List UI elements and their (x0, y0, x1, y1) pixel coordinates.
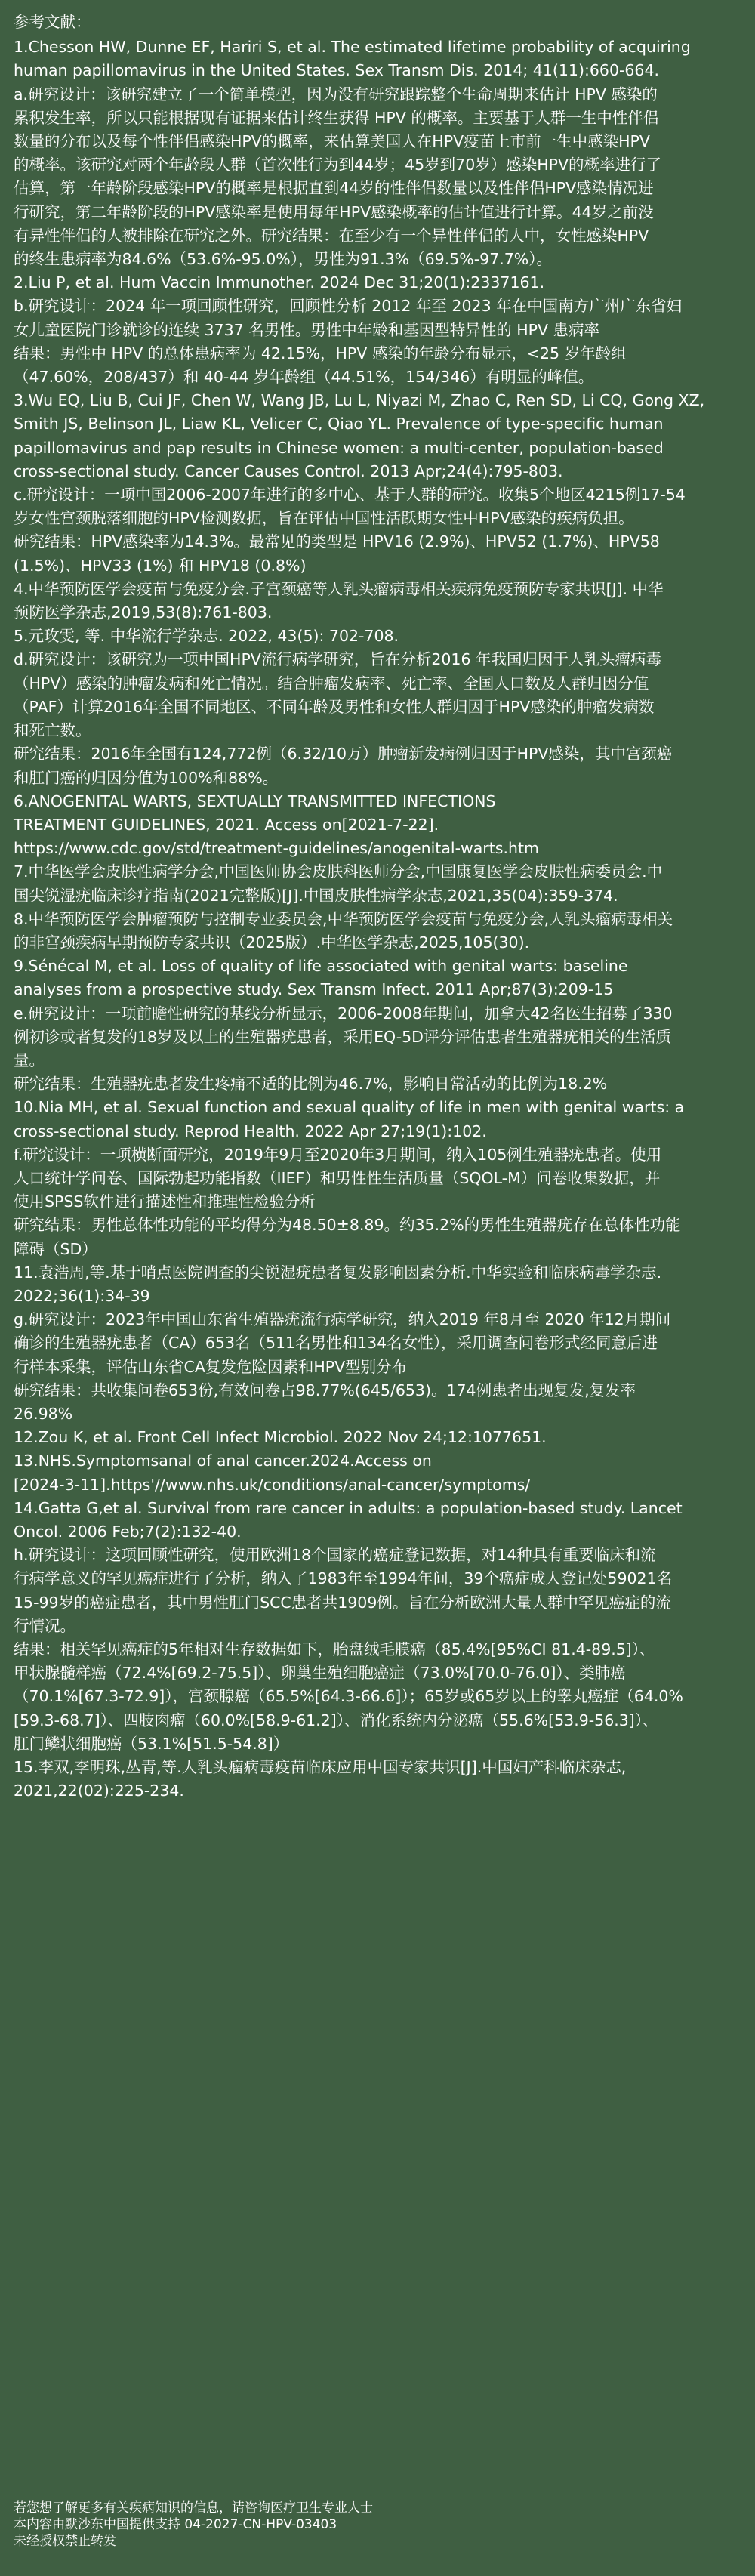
reference-line: 研究结果：男性总体性功能的平均得分为48.50±8.89。约35.2%的男性生殖器疣存在总体性功能 (14, 1216, 681, 1235)
reference-line: 数量的分布以及每个性伴侣感染HPV的概率，来估算美国人在HPV疫苗上市前一生中感染HPV (14, 132, 650, 151)
reference-line: c.研究设计：一项中国2006-2007年进行的多中心、基于人群的研究。收集5个地区4215例17-54 (14, 486, 686, 504)
reference-line: 2022;36(1):34-39 (14, 1286, 150, 1305)
reference-line: 的概率。该研究对两个年龄段人群（首次性行为到44岁；45岁到70岁）感染HPV的概率进行了 (14, 156, 662, 174)
reference-line: Oncol. 2006 Feb;7(2):132-40. (14, 1522, 242, 1541)
reference-line: d.研究设计：该研究为一项中国HPV流行病学研究，旨在分析2016 年我国归因于人乳头瘤病毒 (14, 650, 662, 669)
reference-line: cross-sectional study. Reprod Health. 2022 Apr 27;19(1):102. (14, 1121, 487, 1140)
reference-line: （PAF）计算2016年全国不同地区、不同年龄及男性和女性人群归因于HPV感染的肿瘤发病数 (14, 697, 655, 716)
reference-line: 使用SPSS软件进行描述性和推理性检验分析 (14, 1192, 316, 1211)
reference-line: 1.Chesson HW, Dunne EF, Hariri S, et al. The estimated lifetime probability of acquiring (14, 38, 691, 57)
reference-line: 15.李双,李明珠,丛青,等.人乳头瘤病毒疫苗临床应用中国专家共识[J].中国妇产科临床杂志, (14, 1758, 627, 1777)
reference-line: Smith JS, Belinson JL, Liaw KL, Velicer C, Qiao YL. Prevalence of type-specific human (14, 415, 664, 433)
reference-line: 3.Wu EQ, Liu B, Cui JF, Chen W, Wang JB, Lu L, Niyazi M, Zhao C, Ren SD, Li CQ, Gong XZ, (14, 391, 705, 410)
reference-line: f.研究设计：一项横断面研究，2019年9月至2020年3月期间，纳入105例生殖器疣患者。使用 (14, 1145, 662, 1164)
reference-line: 的终生患病率为84.6%（53.6%-95.0%），男性为91.3%（69.5%-97.7%）。 (14, 250, 553, 269)
footer-line: 若您想了解更多有关疾病知识的信息，请咨询医疗卫生专业人士 (14, 2500, 373, 2516)
reference-line: 预防医学杂志,2019,53(8):761-803. (14, 603, 273, 622)
reference-line: 量。 (14, 1050, 45, 1069)
reference-line: 累积发生率，所以只能根据现有证据来估计终生获得 HPV 的概率。主要基于人群一生中性伴侣 (14, 108, 659, 127)
reference-line: 5.元玫雯, 等. 中华流行学杂志. 2022, 43(5): 702-708. (14, 627, 399, 646)
footer-line: 未经授权禁止转发 (14, 2534, 116, 2549)
reference-line: 有异性伴侣的人被排除在研究之外。研究结果：在至少有一个异性伴侣的人中，女性感染HPV (14, 226, 649, 245)
reference-line: 14.Gatta G,et al. Survival from rare cancer in adults: a population-based study. Lancet (14, 1498, 683, 1517)
reference-line: b.研究设计：2024 年一项回顾性研究，回顾性分析 2012 年至 2023 年在中国南方广州广东省妇 (14, 297, 683, 316)
reference-line: g.研究设计：2023年中国山东省生殖器疣流行病学研究，纳入2019 年8月至 2020 年12月期间 (14, 1310, 671, 1329)
reference-line: 肛门鳞状细胞癌（53.1%[51.5-54.8]） (14, 1734, 289, 1753)
reference-line: 确诊的生殖器疣患者（CA）653名（511名男性和134名女性），采用调查问卷形式经同意后进 (14, 1334, 658, 1353)
references-section (14, 11, 743, 1803)
reference-line: [59.3-68.7]）、四肢肉瘤（60.0%[58.9-61.2]）、消化系统内分泌癌（55.6%[53.9-56.3]）、 (14, 1711, 658, 1729)
reference-line: e.研究设计：一项前瞻性研究的基线分析显示，2006-2008年期间，加拿大42名医生招募了330 (14, 1004, 673, 1023)
reference-line: 15-99岁的癌症患者，其中男性肛门SCC患者共1909例。旨在分析欧洲大量人群中罕见癌症的流 (14, 1593, 671, 1612)
reference-line: 行情况。 (14, 1616, 76, 1635)
reference-line: papillomavirus and pap results in Chinese women: a multi-center, population-based (14, 438, 664, 457)
reference-line: 和死亡数。 (14, 721, 91, 740)
reference-line: 8.中华预防医学会肿瘤预防与控制专业委员会,中华预防医学会疫苗与免疫分会,人乳头瘤病毒相关 (14, 909, 673, 928)
footer-line: 本内容由默沙东中国提供支持 04-2027-CN-HPV-03403 (14, 2517, 337, 2532)
reference-line: 26.98% (14, 1404, 73, 1423)
reference-line: 估算，第一年龄阶段感染HPV的概率是根据直到44岁的性伴侣数量以及性伴侣HPV感染情况进 (14, 179, 654, 198)
reference-line: 12.Zou K, et al. Front Cell Infect Microbiol. 2022 Nov 24;12:1077651. (14, 1428, 547, 1447)
reference-line: 结果：相关罕见癌症的5年相对生存数据如下，胎盘绒毛膜癌（85.4%[95%CI 81.4-89.5]）、 (14, 1640, 655, 1659)
reference-line: [2024-3-11].https'//www.nhs.uk/conditions/anal-cancer/symptoms/ (14, 1475, 531, 1494)
reference-line: 10.Nia MH, et al. Sexual function and sexual quality of life in men with genital warts: a (14, 1098, 685, 1117)
reference-line: human papillomavirus in the United States. Sex Transm Dis. 2014; 41(11):660-664. (14, 61, 660, 80)
reference-line: https://www.cdc.gov/std/treatment-guidelines/anogenital-warts.htm (14, 839, 539, 858)
reference-line: h.研究设计：这项回顾性研究，使用欧洲18个国家的癌症登记数据，对14种具有重要临床和流 (14, 1546, 656, 1565)
reference-line: 国尖锐湿疣临床诊疗指南(2021完整版)[J].中国皮肤性病学杂志,2021,35(04):359-374. (14, 886, 618, 905)
reference-line: 障碍（SD） (14, 1239, 97, 1258)
reference-line: 6.ANOGENITAL WARTS, SEXTUALLY TRANSMITTED INFECTIONS (14, 791, 496, 810)
reference-line: 岁女性宫颈脱落细胞的HPV检测数据，旨在评估中国性活跃期女性中HPV感染的疾病负担。 (14, 509, 634, 528)
footer-disclaimer (14, 2500, 738, 2550)
reference-line: 人口统计学问卷、国际勃起功能指数（IIEF）和男性性生活质量（SQOL-M）问卷收集数据，并 (14, 1168, 661, 1187)
reference-line: 甲状腺髓样癌（72.4%[69.2-75.5]）、卵巢生殖细胞癌症（73.0%[70.0-76.0]）、类肺癌 (14, 1664, 626, 1683)
reference-line: 例初诊或者复发的18岁及以上的生殖器疣患者，采用EQ-5D评分评估患者生殖器疣相关的生活质 (14, 1027, 671, 1046)
reference-line: 行病学意义的罕见癌症进行了分析，纳入了1983年至1994年间，39个癌症成人登记处59021名 (14, 1569, 673, 1588)
reference-line: 行样本采集，评估山东省CA复发危险因素和HPV型别分布 (14, 1357, 408, 1376)
reference-line: 研究结果：共收集问卷653份,有效问卷占98.77%(645/653)。174例患者出现复发,复发率 (14, 1381, 636, 1399)
reference-line: 行研究，第二年龄阶段的HPV感染率是使用每年HPV感染概率的估计值进行计算。44岁之前没 (14, 202, 654, 221)
reference-line: 4.中华预防医学会疫苗与免疫分会.子宫颈癌等人乳头瘤病毒相关疾病免疫预防专家共识[J]. 中华 (14, 579, 664, 598)
reference-line: (1.5%)、HPV33 (1%) 和 HPV18 (0.8%) (14, 556, 307, 575)
reference-line: 11.袁浩周,等.基于哨点医院调查的尖锐湿疣患者复发影响因素分析.中华实验和临床病毒学杂志. (14, 1263, 662, 1282)
reference-line: 2.Liu P, et al. Hum Vaccin Immunother. 2024 Dec 31;20(1):2337161. (14, 273, 545, 292)
references-heading: 参考文献： (14, 13, 91, 31)
reference-line: （47.60%，208/437）和 40-44 岁年龄组（44.51%，154/346）有明显的峰值。 (14, 368, 594, 387)
reference-line: 的非宫颈疾病早期预防专家共识（2025版）.中华医学杂志,2025,105(30). (14, 933, 530, 952)
reference-line: 和肛门癌的归因分值为100%和88%。 (14, 768, 279, 787)
reference-line: 研究结果：HPV感染率为14.3%。最常见的类型是 HPV16 (2.9%)、HPV52 (1.7%)、HPV58 (14, 532, 660, 551)
reference-line: 结果：男性中 HPV 的总体患病率为 42.15%，HPV 感染的年龄分布显示，<25 岁年龄组 (14, 344, 627, 362)
reference-line: 2021,22(02):225-234. (14, 1782, 184, 1800)
reference-line: （70.1%[67.3-72.9]），宫颈腺癌（65.5%[64.3-66.6]）；65岁或65岁以上的睾丸癌症（64.0% (14, 1687, 683, 1706)
reference-list (14, 35, 743, 1803)
reference-line: 研究结果：2016年全国有124,772例（6.32/10万）肿瘤新发病例归因于HPV感染，其中宫颈癌 (14, 745, 673, 764)
reference-line: （HPV）感染的肿瘤发病和死亡情况。结合肿瘤发病率、死亡率、全国人口数及人群归因分值 (14, 674, 649, 693)
reference-line: 9.Sénécal M, et al. Loss of quality of life associated with genital warts: baseline (14, 957, 628, 976)
reference-line: 女儿童医院门诊就诊的连续 3737 名男性。男性中年龄和基因型特异性的 HPV 患病率 (14, 320, 600, 339)
reference-line: cross-sectional study. Cancer Causes Control. 2013 Apr;24(4):795-803. (14, 461, 563, 480)
reference-line: TREATMENT GUIDELINES, 2021. Access on[2021-7-22]. (14, 815, 439, 834)
reference-line: 7.中华医学会皮肤性病学分会,中国医师协会皮肤科医师分会,中国康复医学会皮肤性病委员会.中 (14, 862, 663, 881)
reference-line: a.研究设计：该研究建立了一个简单模型，因为没有研究跟踪整个生命周期来估计 HPV 感染的 (14, 85, 658, 103)
reference-line: 研究结果：生殖器疣患者发生疼痛不适的比例为46.7%，影响日常活动的比例为18.2% (14, 1075, 608, 1094)
reference-line: 13.NHS.Symptomsanal of anal cancer.2024.Access on (14, 1452, 432, 1470)
reference-line: analyses from a prospective study. Sex Transm Infect. 2011 Apr;87(3):209-15 (14, 980, 614, 999)
